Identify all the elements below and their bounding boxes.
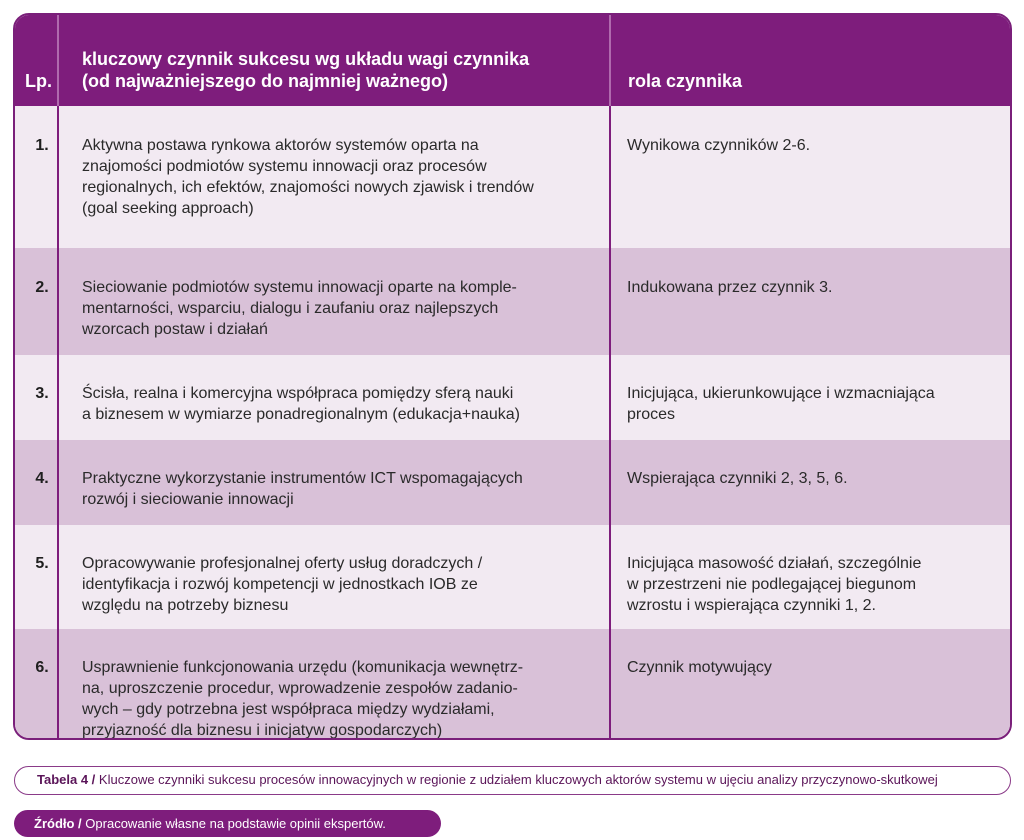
row-factor: Usprawnienie funkcjonowania urzędu (komunikacja wewnętrz- na, uproszczenie procedur, wprowadzenie zespołów zadanio- wych – gdy potrzebna jest współpraca między wydziałami, przyjazność dla biznesu i inicjatyw gospodarczych) <box>82 659 524 739</box>
row-role: Inicjująca, ukierunkowujące i wzmacniająca proces <box>627 385 935 423</box>
header-column-divider <box>609 15 611 106</box>
row-factor: Aktywna postawa rynkowa aktorów systemów oparta na znajomości podmiotów systemu innowacji oraz procesów regionalnych, ich efektów, znajomości nowych zjawisk i trendów (goal seeking approach) <box>82 137 534 217</box>
row-factor: Praktyczne wykorzystanie instrumentów ICT wspomagających rozwój i sieciowanie innowacji <box>82 470 523 508</box>
table-row <box>15 525 1010 629</box>
column-divider <box>609 15 611 738</box>
row-number: 3. <box>35 385 49 402</box>
row-number: 6. <box>35 659 49 676</box>
factors-table <box>13 13 1012 740</box>
header-column-divider <box>57 15 59 106</box>
table-row <box>15 355 1010 440</box>
table-row <box>15 248 1010 355</box>
row-role: Czynnik motywujący <box>627 659 772 676</box>
table-header <box>15 15 1010 106</box>
row-factor: Opracowywanie profesjonalnej oferty usług doradczych / identyfikacja i rozwój kompetencji w jednostkach IOB ze względu na potrzeby biznesu <box>82 555 483 614</box>
header-lp: Lp. <box>25 71 52 91</box>
table-row <box>15 106 1010 248</box>
caption-label: Tabela 4 / <box>37 772 96 787</box>
row-number: 4. <box>35 470 49 487</box>
row-role: Indukowana przez czynnik 3. <box>627 279 833 296</box>
table-caption <box>14 766 1011 795</box>
row-number: 1. <box>35 137 49 154</box>
source-label: Źródło / <box>34 816 82 831</box>
column-divider <box>57 15 59 738</box>
row-role: Wspierająca czynniki 2, 3, 5, 6. <box>627 470 848 487</box>
caption-text: Kluczowe czynniki sukcesu procesów innowacyjnych w regionie z udziałem kluczowych aktorów systemu w ujęciu analizy przyczynowo-skutkowej <box>98 772 938 787</box>
table-row <box>15 629 1010 740</box>
source-text: Opracowanie własne na podstawie opinii ekspertów. <box>85 816 386 831</box>
header-role: rola czynnika <box>628 71 743 91</box>
header-factor: kluczowy czynnik sukcesu wg układu wagi czynnika (od najważniejszego do najmniej ważnego) <box>82 49 530 91</box>
row-role: Wynikowa czynników 2-6. <box>627 137 811 154</box>
row-factor: Ścisła, realna i komercyjna współpraca pomiędzy sferą nauki a biznesem w wymiarze ponadregionalnym (edukacja+nauka) <box>82 385 521 423</box>
table-row <box>15 440 1010 525</box>
row-number: 2. <box>35 279 49 296</box>
source-note <box>14 810 441 837</box>
row-role: Inicjująca masowość działań, szczególnie w przestrzeni nie podlegającej biegunom wzrostu i wspierająca czynniki 1, 2. <box>627 555 922 614</box>
row-factor: Sieciowanie podmiotów systemu innowacji oparte na komple- mentarności, wsparciu, dialogu i zaufaniu oraz najlepszych wzorcach postaw i działań <box>82 279 517 338</box>
row-number: 5. <box>35 555 49 572</box>
